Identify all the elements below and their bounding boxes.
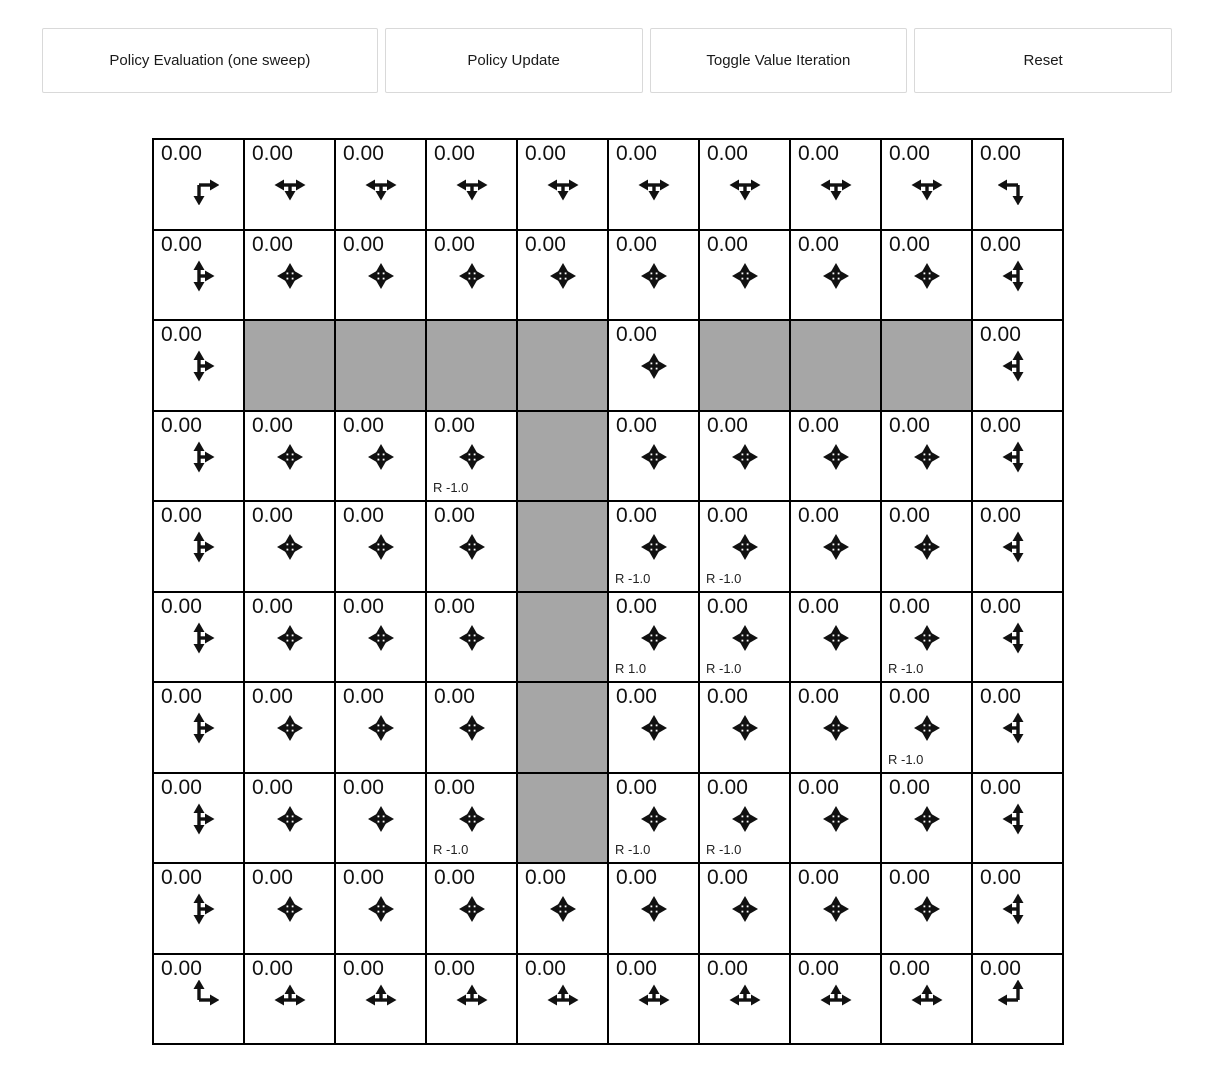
policy-arrows-icon — [700, 618, 789, 658]
policy-arrows-icon — [245, 527, 334, 567]
state-value: 0.00 — [616, 775, 657, 799]
policy-update-button[interactable]: Policy Update — [385, 28, 643, 93]
policy-arrows-icon — [336, 980, 425, 1020]
wall-cell-r2-c2 — [335, 320, 426, 411]
policy-arrows-icon — [882, 889, 971, 929]
state-value: 0.00 — [252, 232, 293, 256]
state-value: 0.00 — [434, 142, 475, 165]
grid-cell-r1-c0[interactable] — [153, 230, 244, 321]
grid-cell-r0-c3[interactable] — [426, 139, 517, 230]
policy-arrows-icon — [609, 437, 698, 477]
reward-label: R -1.0 — [615, 570, 651, 586]
policy-arrows-icon — [882, 527, 971, 567]
grid-cell-r6-c3[interactable] — [426, 682, 517, 773]
policy-arrows-icon — [973, 527, 1062, 567]
policy-arrows-icon — [427, 799, 516, 839]
grid-cell-r9-c9[interactable] — [972, 954, 1063, 1045]
toolbar — [42, 28, 1172, 93]
policy-arrows-icon — [973, 346, 1062, 386]
reward-label: R -1.0 — [706, 570, 742, 586]
grid-cell-r3-c2[interactable] — [335, 411, 426, 502]
state-value: 0.00 — [616, 504, 657, 527]
grid-cell-r8-c0[interactable] — [153, 863, 244, 954]
grid-cell-r4-c0[interactable] — [153, 501, 244, 592]
grid-cell-r2-c5[interactable] — [608, 320, 699, 411]
wall-cell-r6-c4 — [517, 682, 608, 773]
state-value: 0.00 — [343, 504, 384, 527]
state-value: 0.00 — [252, 775, 293, 799]
wall-cell-r4-c4 — [517, 501, 608, 592]
grid-cell-r8-c3[interactable] — [426, 863, 517, 954]
grid-cell-r8-c1[interactable] — [244, 863, 335, 954]
grid-cell-r1-c4[interactable] — [517, 230, 608, 321]
policy-arrows-icon — [427, 980, 516, 1020]
state-value: 0.00 — [252, 594, 293, 618]
state-value: 0.00 — [161, 594, 202, 618]
grid-cell-r0-c8[interactable] — [881, 139, 972, 230]
grid-cell-r7-c8[interactable] — [881, 773, 972, 864]
state-value: 0.00 — [980, 232, 1021, 256]
state-value: 0.00 — [980, 413, 1021, 437]
grid-cell-r8-c8[interactable] — [881, 863, 972, 954]
policy-arrows-icon — [973, 437, 1062, 477]
grid-cell-r7-c0[interactable] — [153, 773, 244, 864]
wall-cell-r5-c4 — [517, 592, 608, 683]
policy-arrows-icon — [154, 527, 243, 567]
policy-arrows-icon — [336, 889, 425, 929]
policy-arrows-icon — [882, 708, 971, 748]
grid-cell-r0-c0[interactable] — [153, 139, 244, 230]
state-value: 0.00 — [616, 594, 657, 618]
state-value: 0.00 — [616, 232, 657, 256]
state-value: 0.00 — [343, 775, 384, 799]
reward-label: R -1.0 — [615, 842, 651, 857]
grid-cell-r7-c9[interactable] — [972, 773, 1063, 864]
grid-cell-r4-c9[interactable] — [972, 501, 1063, 592]
policy-arrows-icon — [700, 527, 789, 567]
policy-arrows-icon — [245, 889, 334, 929]
policy-arrows-icon — [518, 256, 607, 296]
grid-cell-r5-c6[interactable] — [699, 592, 790, 683]
state-value: 0.00 — [798, 775, 839, 799]
grid-cell-r3-c5[interactable] — [608, 411, 699, 502]
policy-arrows-icon — [700, 437, 789, 477]
state-value: 0.00 — [161, 956, 202, 980]
policy-arrows-icon — [700, 980, 789, 1020]
grid-cell-r7-c6[interactable] — [699, 773, 790, 864]
wall-cell-r2-c8 — [881, 320, 972, 411]
policy-arrows-icon — [973, 799, 1062, 839]
reward-label: R -1.0 — [888, 661, 924, 676]
policy-arrows-icon — [973, 980, 1062, 1020]
policy-arrows-icon — [427, 708, 516, 748]
grid-cell-r9-c6[interactable] — [699, 954, 790, 1045]
grid-cell-r6-c6[interactable] — [699, 682, 790, 773]
policy-arrows-icon — [336, 437, 425, 477]
state-value: 0.00 — [343, 594, 384, 618]
state-value: 0.00 — [889, 413, 930, 437]
policy-arrows-icon — [882, 618, 971, 658]
grid-cell-r8-c5[interactable] — [608, 863, 699, 954]
policy-arrows-icon — [518, 889, 607, 929]
policy-arrows-icon — [245, 165, 334, 205]
policy-arrows-icon — [245, 708, 334, 748]
state-value: 0.00 — [252, 504, 293, 527]
policy-arrows-icon — [336, 256, 425, 296]
state-value: 0.00 — [434, 413, 475, 437]
toggle-value-iteration-button[interactable]: Toggle Value Iteration — [650, 28, 908, 93]
policy-arrows-icon — [791, 799, 880, 839]
reward-label: R -1.0 — [706, 842, 742, 857]
grid-cell-r5-c8[interactable] — [881, 592, 972, 683]
policy-arrows-icon — [609, 527, 698, 567]
grid-cell-r6-c9[interactable] — [972, 682, 1063, 773]
grid-cell-r3-c8[interactable] — [881, 411, 972, 502]
policy-arrows-icon — [336, 799, 425, 839]
state-value: 0.00 — [707, 413, 748, 437]
state-value: 0.00 — [616, 685, 657, 708]
grid-cell-r6-c7[interactable] — [790, 682, 881, 773]
state-value: 0.00 — [434, 685, 475, 708]
grid-cell-r5-c0[interactable] — [153, 592, 244, 683]
state-value: 0.00 — [343, 413, 384, 437]
policy-arrows-icon — [791, 889, 880, 929]
grid-cell-r0-c6[interactable] — [699, 139, 790, 230]
wall-cell-r2-c1 — [244, 320, 335, 411]
state-value: 0.00 — [252, 956, 293, 980]
state-value: 0.00 — [798, 685, 839, 708]
policy-arrows-icon — [336, 618, 425, 658]
state-value: 0.00 — [707, 594, 748, 618]
state-value: 0.00 — [343, 866, 384, 889]
grid-cell-r9-c2[interactable] — [335, 954, 426, 1045]
reset-button[interactable]: Reset — [914, 28, 1172, 93]
state-value: 0.00 — [252, 413, 293, 437]
state-value: 0.00 — [343, 685, 384, 708]
policy-arrows-icon — [154, 256, 243, 296]
state-value: 0.00 — [525, 866, 566, 889]
grid-cell-r3-c1[interactable] — [244, 411, 335, 502]
policy-arrows-icon — [791, 527, 880, 567]
policy-arrows-icon — [973, 256, 1062, 296]
policy-arrows-icon — [245, 799, 334, 839]
policy-arrows-icon — [700, 889, 789, 929]
policy-arrows-icon — [427, 889, 516, 929]
state-value: 0.00 — [798, 866, 839, 889]
reward-label: R -1.0 — [433, 842, 469, 857]
state-value: 0.00 — [252, 866, 293, 889]
state-value: 0.00 — [434, 775, 475, 799]
policy-arrows-icon — [882, 256, 971, 296]
grid-cell-r0-c4[interactable] — [517, 139, 608, 230]
policy-arrows-icon — [154, 799, 243, 839]
state-value: 0.00 — [434, 956, 475, 980]
grid-cell-r7-c2[interactable] — [335, 773, 426, 864]
grid-cell-r0-c2[interactable] — [335, 139, 426, 230]
policy-arrows-icon — [154, 980, 243, 1020]
grid-cell-r6-c1[interactable] — [244, 682, 335, 773]
state-value: 0.00 — [707, 504, 748, 527]
reward-label: R -1.0 — [888, 751, 924, 767]
grid-cell-r8-c4[interactable] — [517, 863, 608, 954]
state-value: 0.00 — [707, 866, 748, 889]
state-value: 0.00 — [798, 956, 839, 980]
state-value: 0.00 — [161, 866, 202, 889]
policy-arrows-icon — [791, 618, 880, 658]
grid-cell-r6-c8[interactable] — [881, 682, 972, 773]
grid-cell-r4-c8[interactable] — [881, 501, 972, 592]
policy-arrows-icon — [882, 437, 971, 477]
state-value: 0.00 — [252, 685, 293, 708]
policy-arrows-icon — [245, 256, 334, 296]
policy-arrows-icon — [609, 618, 698, 658]
reward-label: R -1.0 — [706, 661, 742, 676]
state-value: 0.00 — [889, 504, 930, 527]
state-value: 0.00 — [161, 142, 202, 165]
grid-cell-r6-c2[interactable] — [335, 682, 426, 773]
reward-label: R 1.0 — [615, 661, 647, 676]
state-value: 0.00 — [889, 866, 930, 889]
state-value: 0.00 — [889, 685, 930, 708]
grid-cell-r9-c5[interactable] — [608, 954, 699, 1045]
policy-arrows-icon — [882, 799, 971, 839]
wall-cell-r2-c4 — [517, 320, 608, 411]
state-value: 0.00 — [980, 504, 1021, 527]
grid-cell-r4-c6[interactable] — [699, 501, 790, 592]
grid-cell-r1-c3[interactable] — [426, 230, 517, 321]
state-value: 0.00 — [798, 142, 839, 165]
state-value: 0.00 — [707, 142, 748, 165]
grid-cell-r4-c5[interactable] — [608, 501, 699, 592]
grid-cell-r0-c9[interactable] — [972, 139, 1063, 230]
state-value: 0.00 — [161, 232, 202, 256]
state-value: 0.00 — [980, 956, 1021, 980]
state-value: 0.00 — [161, 685, 202, 708]
policy-arrows-icon — [336, 165, 425, 205]
state-value: 0.00 — [798, 504, 839, 527]
policy-arrows-icon — [154, 618, 243, 658]
policy-arrows-icon — [791, 708, 880, 748]
policy-arrows-icon — [154, 437, 243, 477]
grid-cell-r9-c4[interactable] — [517, 954, 608, 1045]
wall-cell-r2-c3 — [426, 320, 517, 411]
state-value: 0.00 — [161, 323, 202, 346]
grid-cell-r9-c3[interactable] — [426, 954, 517, 1045]
policy-arrows-icon — [609, 346, 698, 386]
policy-arrows-icon — [518, 980, 607, 1020]
state-value: 0.00 — [707, 956, 748, 980]
policy-arrows-icon — [700, 165, 789, 205]
grid-cell-r1-c2[interactable] — [335, 230, 426, 321]
policy-arrows-icon — [700, 256, 789, 296]
grid-cell-r1-c1[interactable] — [244, 230, 335, 321]
grid-cell-r8-c6[interactable] — [699, 863, 790, 954]
policy-arrows-icon — [700, 708, 789, 748]
grid-cell-r9-c1[interactable] — [244, 954, 335, 1045]
wall-cell-r7-c4 — [517, 773, 608, 864]
policy-arrows-icon — [609, 165, 698, 205]
grid-cell-r0-c5[interactable] — [608, 139, 699, 230]
wall-cell-r3-c4 — [517, 411, 608, 502]
policy-arrows-icon — [245, 437, 334, 477]
reward-label: R -1.0 — [433, 480, 469, 495]
state-value: 0.00 — [343, 232, 384, 256]
grid-cell-r2-c9[interactable] — [972, 320, 1063, 411]
state-value: 0.00 — [980, 685, 1021, 708]
state-value: 0.00 — [707, 685, 748, 708]
grid-cell-r1-c5[interactable] — [608, 230, 699, 321]
wall-cell-r2-c6 — [699, 320, 790, 411]
policy-arrows-icon — [973, 708, 1062, 748]
policy-arrows-icon — [791, 256, 880, 296]
policy-arrows-icon — [609, 708, 698, 748]
grid-cell-r5-c7[interactable] — [790, 592, 881, 683]
policy-arrows-icon — [518, 165, 607, 205]
policy-arrows-icon — [245, 980, 334, 1020]
state-value: 0.00 — [161, 775, 202, 799]
grid-cell-r9-c7[interactable] — [790, 954, 881, 1045]
state-value: 0.00 — [889, 956, 930, 980]
state-value: 0.00 — [707, 232, 748, 256]
policy-arrows-icon — [427, 256, 516, 296]
state-value: 0.00 — [525, 232, 566, 256]
grid-cell-r5-c9[interactable] — [972, 592, 1063, 683]
policy-arrows-icon — [427, 618, 516, 658]
grid-cell-r4-c2[interactable] — [335, 501, 426, 592]
policy-arrows-icon — [154, 889, 243, 929]
grid-cell-r5-c1[interactable] — [244, 592, 335, 683]
policy-arrows-icon — [973, 889, 1062, 929]
state-value: 0.00 — [798, 413, 839, 437]
policy-arrows-icon — [427, 165, 516, 205]
policy-arrows-icon — [882, 980, 971, 1020]
policy-arrows-icon — [609, 980, 698, 1020]
policy-evaluation-button[interactable]: Policy Evaluation (one sweep) — [42, 28, 378, 93]
grid-cell-r9-c0[interactable] — [153, 954, 244, 1045]
grid-cell-r8-c2[interactable] — [335, 863, 426, 954]
policy-arrows-icon — [791, 980, 880, 1020]
state-value: 0.00 — [707, 775, 748, 799]
grid-cell-r8-c9[interactable] — [972, 863, 1063, 954]
grid-cell-r7-c5[interactable] — [608, 773, 699, 864]
policy-arrows-icon — [154, 346, 243, 386]
state-value: 0.00 — [980, 594, 1021, 618]
grid-cell-r1-c6[interactable] — [699, 230, 790, 321]
grid-cell-r9-c8[interactable] — [881, 954, 972, 1045]
policy-arrows-icon — [609, 256, 698, 296]
state-value: 0.00 — [980, 866, 1021, 889]
state-value: 0.00 — [161, 504, 202, 527]
grid-cell-r0-c1[interactable] — [244, 139, 335, 230]
state-value: 0.00 — [616, 866, 657, 889]
state-value: 0.00 — [252, 142, 293, 165]
state-value: 0.00 — [616, 413, 657, 437]
policy-arrows-icon — [154, 165, 243, 205]
state-value: 0.00 — [798, 232, 839, 256]
policy-arrows-icon — [336, 527, 425, 567]
grid-cell-r5-c3[interactable] — [426, 592, 517, 683]
grid-cell-r7-c1[interactable] — [244, 773, 335, 864]
policy-arrows-icon — [609, 799, 698, 839]
grid-cell-r7-c7[interactable] — [790, 773, 881, 864]
grid-cell-r1-c7[interactable] — [790, 230, 881, 321]
policy-arrows-icon — [791, 165, 880, 205]
state-value: 0.00 — [980, 323, 1021, 346]
grid-cell-r3-c9[interactable] — [972, 411, 1063, 502]
policy-arrows-icon — [700, 799, 789, 839]
state-value: 0.00 — [798, 594, 839, 618]
state-value: 0.00 — [889, 594, 930, 618]
grid-cell-r2-c0[interactable] — [153, 320, 244, 411]
state-value: 0.00 — [980, 775, 1021, 799]
policy-arrows-icon — [973, 618, 1062, 658]
state-value: 0.00 — [525, 956, 566, 980]
grid-cell-r8-c7[interactable] — [790, 863, 881, 954]
grid-cell-r1-c8[interactable] — [881, 230, 972, 321]
state-value: 0.00 — [616, 323, 657, 346]
grid-cell-r4-c3[interactable] — [426, 501, 517, 592]
grid-cell-r6-c0[interactable] — [153, 682, 244, 773]
policy-arrows-icon — [336, 708, 425, 748]
grid-cell-r3-c3[interactable] — [426, 411, 517, 502]
state-value: 0.00 — [161, 413, 202, 437]
policy-arrows-icon — [427, 527, 516, 567]
policy-arrows-icon — [609, 889, 698, 929]
policy-arrows-icon — [973, 165, 1062, 205]
policy-arrows-icon — [882, 165, 971, 205]
grid-cell-r4-c1[interactable] — [244, 501, 335, 592]
state-value: 0.00 — [343, 142, 384, 165]
state-value: 0.00 — [525, 142, 566, 165]
policy-arrows-icon — [427, 437, 516, 477]
policy-arrows-icon — [245, 618, 334, 658]
grid-cell-r7-c3[interactable] — [426, 773, 517, 864]
state-value: 0.00 — [434, 594, 475, 618]
state-value: 0.00 — [616, 956, 657, 980]
state-value: 0.00 — [434, 232, 475, 256]
grid-cell-r1-c9[interactable] — [972, 230, 1063, 321]
state-value: 0.00 — [889, 142, 930, 165]
gridworld — [152, 138, 1064, 1045]
grid-cell-r6-c5[interactable] — [608, 682, 699, 773]
wall-cell-r2-c7 — [790, 320, 881, 411]
state-value: 0.00 — [616, 142, 657, 165]
grid-cell-r3-c6[interactable] — [699, 411, 790, 502]
grid-cell-r5-c2[interactable] — [335, 592, 426, 683]
policy-arrows-icon — [791, 437, 880, 477]
state-value: 0.00 — [889, 232, 930, 256]
state-value: 0.00 — [434, 866, 475, 889]
state-value: 0.00 — [889, 775, 930, 799]
state-value: 0.00 — [434, 504, 475, 527]
policy-arrows-icon — [154, 708, 243, 748]
grid-cell-r4-c7[interactable] — [790, 501, 881, 592]
grid-cell-r5-c5[interactable] — [608, 592, 699, 683]
grid-cell-r3-c7[interactable] — [790, 411, 881, 502]
grid-cell-r0-c7[interactable] — [790, 139, 881, 230]
grid-cell-r3-c0[interactable] — [153, 411, 244, 502]
state-value: 0.00 — [343, 956, 384, 980]
state-value: 0.00 — [980, 142, 1021, 165]
